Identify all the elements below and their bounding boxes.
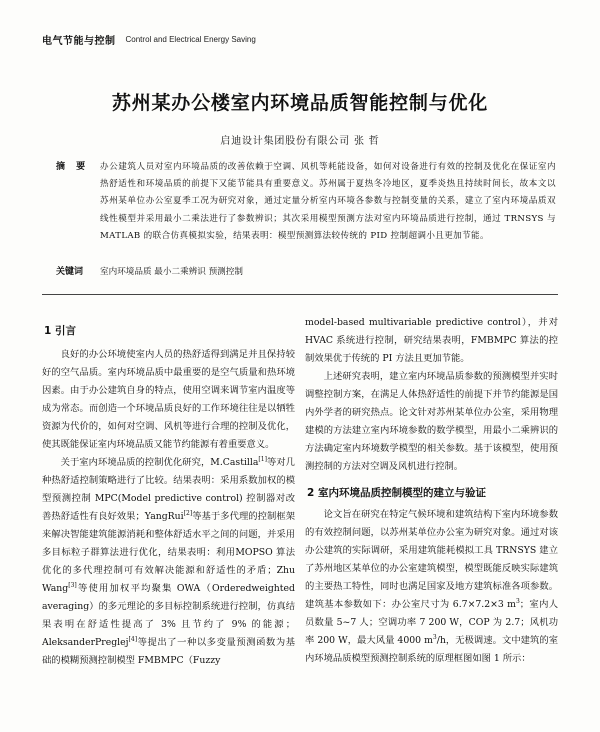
section-1-heading: 1 引言 (44, 325, 76, 337)
section-2-heading: 2 室内环境品质控制模型的建立与验证 (307, 487, 486, 499)
citation-1: [1] (258, 456, 267, 463)
para4-text-c: /h，无极调速。文中建筑的室内环境品质模型预测控制系统的原理框图如图 1 所示： (305, 635, 558, 664)
journal-header (42, 31, 562, 47)
para2-text-b: 等对几种热舒适控制策略进行了比较。结果表明：采用系数加权的模型预测控制 MPC(Model predictive control) 控制器对改善热舒适性有良好效果；YangRui (42, 457, 295, 522)
citation-4: [4] (128, 636, 138, 643)
keywords-label: 关键词 (56, 267, 84, 277)
abstract-label: 摘 要 (56, 162, 90, 172)
citation-3: [3] (68, 582, 77, 589)
citation-2: [2] (183, 510, 193, 517)
para4-text-a: 论文旨在研究在特定气候环境和建筑结构下室内环境参数的有效控制问题，以苏州某单位办公室为研究对象。通过对该办公建筑的实际调研，采用建筑能耗模拟工具 TRNSYS 建立了苏州地区某单位的办公室建筑模型，模型既能反映实际建筑的主要热工特性，同时也满足国家及地方建筑标准各项参数。建筑基本参数如下：办公室尺寸为 6.7×7.2×3 m (305, 509, 558, 610)
superscript-cube-2: 3 (432, 634, 437, 641)
keywords (56, 265, 556, 279)
abstract-text: 办公建筑人员对室内环境品质的改善依赖于空调、风机等耗能设备，如何对设备进行有效的控制及优化在保证室内热舒适性和环境品质的前提下又能节能具有重要意义。苏州属于夏热冬冷地区，夏季炎热且持续时间长，故本文以苏州某单位办公室夏季工况为研究对象，通过定量分析室内环境各参数与控制变量的关系，建立了室内环境品质双线性模型并采用最小二乘法进行了参数辨识；其次采用模型预测方法对室内环境品质进行控制，通过 TRNSYS 与 MATLAB 的联合仿真模拟实验，结果表明：模型预测算法较传统的 PID 控制超调小且更加节能。 (100, 162, 556, 241)
left-column (42, 314, 295, 670)
intro-paragraph-2 (42, 454, 295, 670)
keywords-text: 室内环境品质 最小二乘辨识 预测控制 (100, 267, 243, 277)
paper-title: 苏州某办公楼室内环境品质智能控制与优化 (111, 92, 489, 114)
section-divider (42, 294, 558, 295)
para2-text-c: 等基于多代理的控制框架来解决智能建筑能源消耗和整体舒适水平之间的问题，并采用多目标粒子群算法进行优化，结果表明：利用MOPSO 算法优化的多代理控制可有效解决能源和舒适性的矛盾；Zhu Wang (42, 511, 295, 594)
para2-text-d: 等使用加权平均聚集 OWA（Orderedweighted averaging）的多元理论的多目标控制系统进行控制，仿真结果表明在舒适性提高了 3% 且节约了 9% 的能源；AleksanderPreglej (42, 583, 295, 648)
abstract (56, 159, 556, 245)
section-2-paragraph (305, 506, 558, 668)
continued-paragraph: model-based multivariable predictive control），并对 HVAC 系统进行控制，研究结果表明，FMBMPC 算法的控制效果优于传统的 PI 方法且更加节能。 (305, 317, 558, 364)
para2-text-e: 等提出了一种以多变量预测函数为基础的模糊预测控制模型 FMBMPC（Fuzzy (42, 637, 295, 666)
right-column (305, 314, 558, 668)
para4-text-b: ；室内人员数量 5~7 人；空调功率 7 200 W，COP 为 2.7；风机功率 200 W，最大风量 4000 m (305, 599, 558, 646)
para2-text-a: 关于室内环境品质的控制优化研究，M.Castilla (60, 457, 259, 468)
superscript-cube-1: 3 (515, 598, 520, 605)
journal-name-cn: 电气节能与控制 (42, 35, 116, 47)
intro-paragraph-3: 上述研究表明，建立室内环境品质参数的预测模型并实时调整控制方案，在满足人体热舒适性的前提下并节约能源是国内外学者的研究热点。论文针对苏州某单位办公室，采用物理建模的方法建立室内环境参数的数学模型，用最小二乘辨识的方法确定室内环境数学模型的相关参数。基于该模型，使用预测控制的方法对空调及风机进行控制。 (305, 371, 558, 472)
intro-paragraph-1: 良好的办公环境使室内人员的热舒适得到满足并且保持较好的空气品质。室内环境品质中最重要的是空气质量和热环境因素。由于办公建筑自身的特点，使用空调来调节室内温度等成为常态。而创造一个环境品质良好的工作环境往往是以牺牲资源为代价的，如何对空调、风机等进行合理的控制及优化，使其既能保证室内环境品质又能节约能源有着重要意义。 (42, 349, 295, 450)
paper-authors: 启迪设计集团股份有限公司 张 哲 (220, 136, 380, 147)
journal-name-en: Control and Electrical Energy Saving (125, 34, 256, 44)
